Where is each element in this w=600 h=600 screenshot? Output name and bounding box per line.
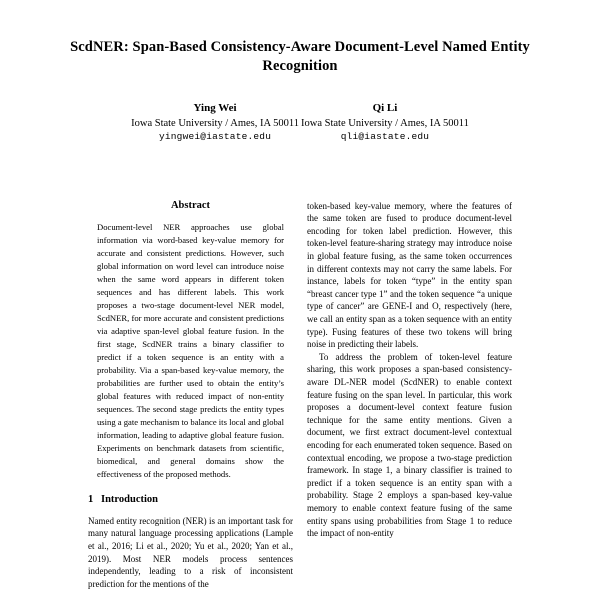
author-email: yingwei@iastate.edu xyxy=(158,130,272,142)
body-paragraph: token-based key-value memory, where the features of the same token are fused to produce document-level encoding for token label prediction. However, this token-level feature-sharing strategy may introduce noise in global feature fusing, as the same token occurrences in different contexts may not carry the same labels. For instance, labels for token “type” in the entity span “breast cancer type 1” and the token sequence “a unique type of cancer” are GENE-I and O, respectively (here, we call an entity span as a token sequence with an entity type). Fusing features of these two tokens will bring noise in predicting their labels. xyxy=(307,200,512,350)
author-affiliation: Iowa State University / Ames, IA 50011 xyxy=(301,117,469,129)
introduction-heading xyxy=(88,494,293,507)
section-title: Introduction xyxy=(101,494,158,506)
two-column-body xyxy=(0,200,600,591)
abstract-text: Document-level NER approaches use global information via word-based key-value memory for accurate and consistent predictions. However, such global information on word level can introduce noise when the same word appears in different token sequences and has different labels. This work proposes a two-stage document-level NER model, ScdNER, for more accurate and consistent predictions via adaptive span-level global feature fusion. In the first stage, ScdNER trains a binary classifier to predict if a token sequence is an entity with a probability. Via a span-based key-value memory, the probabilities are further used to obtain the entity’s global features with reduced impact of non-entity sequences. The second stage predicts the entity types using a gate mechanism to balance its local and global information, leading to adaptive global feature fusion. Experiments on benchmark datasets from scientific, biomedical, and general domains show the effectiveness of the proposed methods. xyxy=(97,222,284,480)
abstract-section xyxy=(88,200,293,482)
author-email: qli@iastate.edu xyxy=(340,130,430,142)
left-column xyxy=(88,200,293,591)
right-column xyxy=(307,200,512,591)
introduction-paragraph: Named entity recognition (NER) is an important task for many natural language processing applications (Lample et al., 2016; Li et al., 2020; Yu et al., 2020; Yan et al., 2019). Most NER models process sentences independently, leading to a risk of inconsistent prediction for the mentions of the xyxy=(88,515,293,589)
abstract-heading: Abstract xyxy=(170,199,211,211)
body-paragraph: To address the problem of token-level feature sharing, this work proposes a span-based consistency-aware DL-NER model (ScdNER) to enable context feature fusing on the span level. In particular, this work proposes a document-level context feature fusion technique for the same entity mentions. Given a document, we first extract document-level contextual encoding for each enumerated token sequence. Based on contextual encoding, we propose a two-stage prediction framework. In stage 1, a binary classifier is trained to predict if a token sequence is an entity span with a probability. Stage 2 employs a span-based key-value memory to enable context feature fusing of the same entity spans using probabilities from Stage 1 to reduce the impact of non-entity xyxy=(307,351,512,539)
authors-block xyxy=(0,102,600,142)
paper-title: ScdNER: Span-Based Consistency-Aware Document-Level Named Entity Recognition xyxy=(70,39,530,74)
section-number: 1 xyxy=(88,494,94,506)
author-block xyxy=(301,102,469,142)
author-name: Ying Wei xyxy=(193,101,237,114)
author-block xyxy=(131,102,299,142)
author-affiliation: Iowa State University / Ames, IA 50011 xyxy=(131,117,299,129)
author-name: Qi Li xyxy=(372,101,398,114)
